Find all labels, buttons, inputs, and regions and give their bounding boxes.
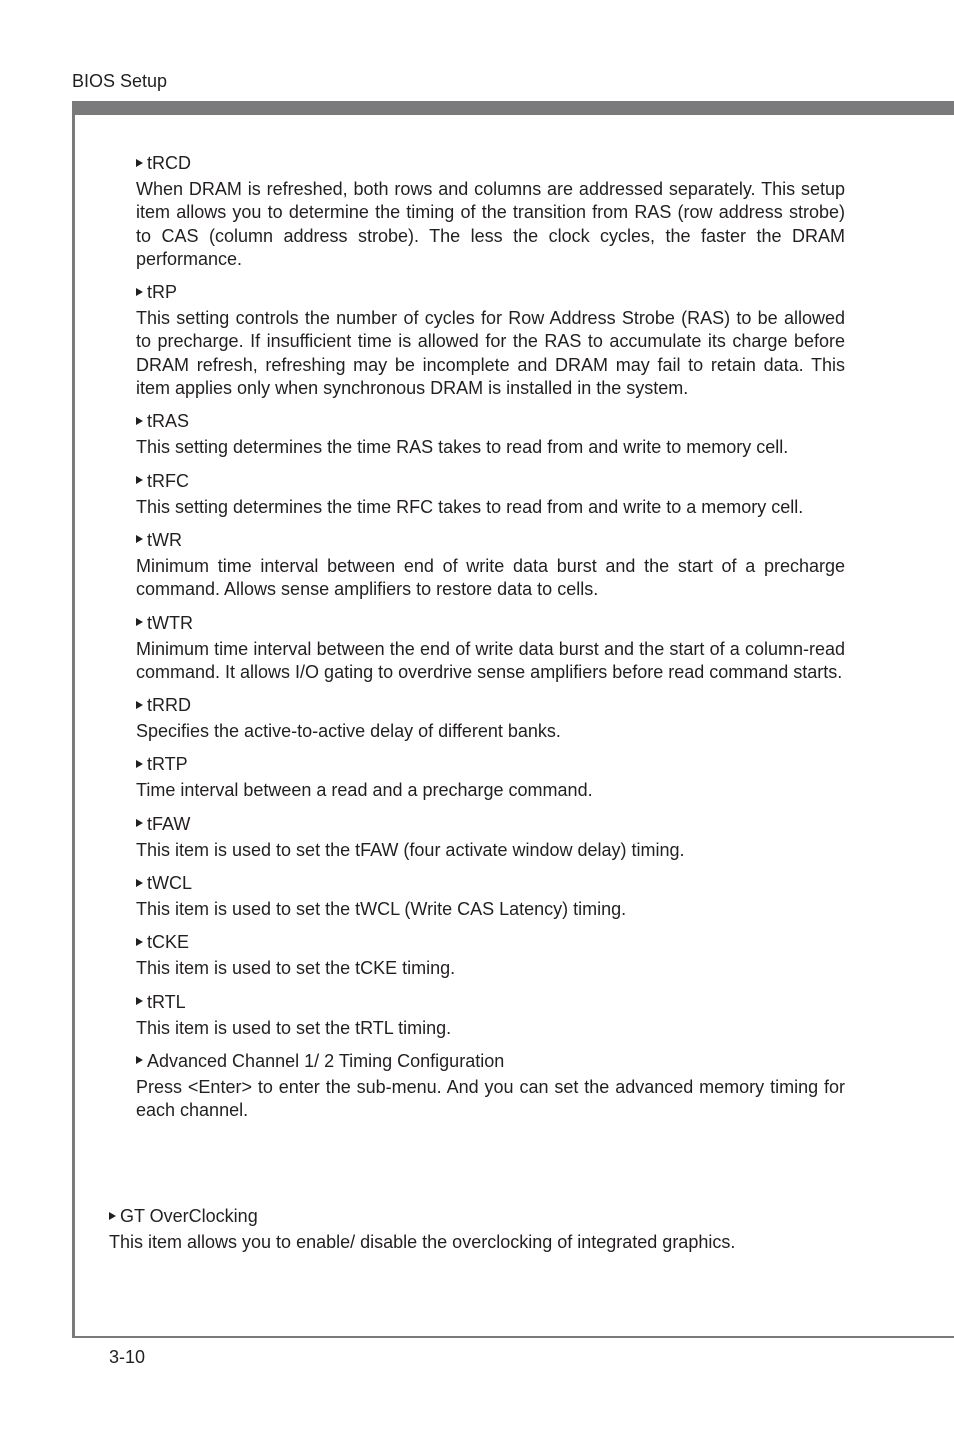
triangle-bullet-icon — [136, 159, 143, 167]
setting-item-trtl — [136, 991, 845, 1040]
setting-item-trfc — [136, 470, 845, 519]
triangle-bullet-icon — [136, 760, 143, 768]
setting-title-text: tWTR — [147, 612, 193, 633]
setting-description: Specifies the active-to-active delay of different banks. — [136, 721, 561, 742]
setting-description: Minimum time interval between the end of write data burst and the start of a column-read command. It allows I/O gating to overdrive sense amplifiers before read command starts. — [136, 638, 845, 682]
triangle-bullet-icon — [136, 618, 143, 626]
setting-title-text: tRCD — [147, 153, 191, 173]
setting-title — [136, 529, 845, 552]
setting-item-twtr — [136, 612, 845, 685]
setting-item-trrd — [136, 694, 845, 743]
setting-title — [136, 931, 845, 954]
setting-title — [136, 694, 845, 717]
setting-title-text: tRAS — [147, 411, 190, 432]
triangle-bullet-icon — [136, 288, 143, 296]
setting-title — [136, 410, 845, 433]
setting-title-text: tRTL — [147, 991, 186, 1012]
triangle-bullet-icon — [136, 476, 143, 484]
setting-title-text: tRFC — [147, 470, 189, 491]
setting-title — [136, 872, 845, 895]
bottom-rule — [72, 1336, 954, 1338]
setting-title-text: tRRD — [147, 695, 191, 716]
setting-title — [136, 753, 845, 776]
setting-item-advanced-channel-timing — [136, 1050, 845, 1123]
settings-list — [136, 152, 845, 1133]
setting-title — [136, 1050, 845, 1073]
setting-title-text: tWR — [147, 529, 182, 550]
left-margin-rule — [72, 101, 75, 1338]
setting-item-trp — [136, 281, 845, 400]
page-header-title: BIOS Setup — [72, 71, 168, 91]
setting-description: This item allows you to enable/ disable the overclocking of integrated graphics. — [109, 1232, 736, 1252]
triangle-bullet-icon — [136, 1056, 143, 1064]
triangle-bullet-icon — [136, 417, 143, 425]
setting-title — [136, 813, 845, 836]
setting-title — [136, 612, 845, 635]
setting-title-text: tWCL — [147, 873, 192, 894]
setting-title — [136, 991, 845, 1014]
setting-item-tras — [136, 410, 845, 459]
setting-item-gt-overclocking — [109, 1205, 854, 1254]
setting-title-text: tFAW — [147, 813, 191, 834]
setting-title — [136, 281, 845, 304]
setting-description: When DRAM is refreshed, both rows and columns are addressed separately. This setup item allows you to determine the timing of the transition from RAS (row address strobe) to CAS (column address strobe). The less the clock cycles, the faster the DRAM performance. — [136, 179, 845, 269]
setting-title-text: tRTP — [147, 754, 188, 775]
setting-title — [109, 1205, 854, 1228]
setting-item-trtp — [136, 753, 845, 802]
setting-item-twr — [136, 529, 845, 602]
triangle-bullet-icon — [136, 701, 143, 709]
setting-description: This setting controls the number of cycles for Row Address Strobe (RAS) to be allowed to precharge. If insufficient time is allowed for the RAS to accumulate its charge before DRAM refresh, refreshing may be incomplete and DRAM may fail to retain data. This item applies only when synchronous DRAM is installed in the system. — [136, 308, 845, 399]
setting-description: This item is used to set the tWCL (Write CAS Latency) timing. — [136, 899, 627, 920]
setting-description: Minimum time interval between end of write data burst and the start of a precharge command. Allows sense amplifiers to restore data to cells. — [136, 555, 845, 600]
triangle-bullet-icon — [136, 997, 143, 1005]
setting-title-text: Advanced Channel 1/ 2 Timing Configuration — [147, 1050, 505, 1071]
setting-title-text: tRP — [147, 282, 178, 303]
setting-description: This setting determines the time RFC takes to read from and write to a memory cell. — [136, 496, 804, 517]
setting-title — [136, 470, 845, 493]
setting-item-twcl — [136, 872, 845, 921]
triangle-bullet-icon — [136, 938, 143, 946]
triangle-bullet-icon — [136, 819, 143, 827]
triangle-bullet-icon — [136, 535, 143, 543]
setting-item-tcke — [136, 931, 845, 980]
setting-item-trcd — [136, 152, 845, 271]
setting-item-tfaw — [136, 813, 845, 862]
page-number: 3-10 — [109, 1347, 146, 1367]
triangle-bullet-icon — [136, 879, 143, 887]
setting-description: Press <Enter> to enter the sub-menu. And you can set the advanced memory timing for each channel. — [136, 1076, 845, 1121]
setting-title-text: GT OverClocking — [120, 1206, 258, 1226]
setting-description: This setting determines the time RAS takes to read from and write to memory cell. — [136, 437, 789, 458]
header-bar — [72, 101, 954, 115]
setting-description: This item is used to set the tCKE timing. — [136, 958, 456, 979]
triangle-bullet-icon — [109, 1212, 116, 1220]
setting-description: Time interval between a read and a precharge command. — [136, 780, 593, 801]
setting-description: This item is used to set the tFAW (four activate window delay) timing. — [136, 839, 685, 860]
setting-title-text: tCKE — [147, 932, 190, 953]
setting-title — [136, 152, 845, 175]
setting-description: This item is used to set the tRTL timing. — [136, 1017, 452, 1038]
